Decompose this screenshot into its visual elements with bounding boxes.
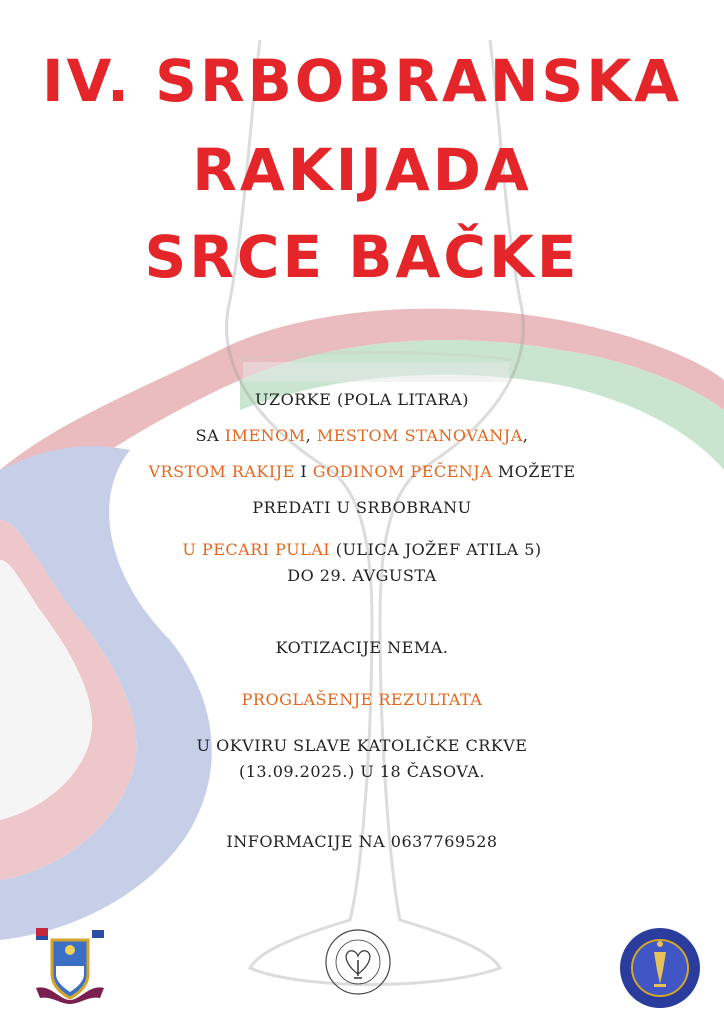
palinka-order-badge-logo	[618, 926, 702, 1010]
coat-of-arms-logo	[30, 926, 110, 1006]
type-highlight: VRSTOM RAKIJE	[148, 462, 295, 481]
with-prefix: SA	[195, 426, 225, 445]
bakery-highlight: U PECARI PULAI	[182, 540, 331, 559]
submit-text: PREDATI U SRBOBRANU	[252, 498, 472, 517]
info-text: INFORMACIJE NA 0637769528	[226, 832, 498, 851]
with-line	[0, 426, 724, 445]
samples-text: UZORKE (POLA LITARA)	[254, 390, 469, 409]
title-line-2: RAKIJADA	[192, 136, 532, 204]
srce-backe-stamp-logo	[322, 926, 394, 998]
comma: ,	[305, 426, 317, 445]
title-line-1: IV. SRBOBRANSKA	[41, 47, 683, 115]
and-text: I	[294, 462, 313, 481]
comma: ,	[522, 426, 529, 445]
fee-text: KOTIZACIJE NEMA.	[275, 638, 449, 657]
location-line	[0, 540, 724, 559]
title-line-3: SRCE BAČKE	[144, 223, 580, 291]
name-highlight: IMENOM	[224, 426, 306, 445]
type-line	[0, 462, 724, 481]
results-heading: PROGLAŠENJE REZULTATA	[241, 690, 483, 709]
date-text: (13.09.2025.) U 18 ČASOVA.	[239, 762, 485, 781]
address-text: (ULICA JOŽEF ATILA 5)	[330, 540, 542, 559]
residence-highlight: MESTOM STANOVANJA	[316, 426, 523, 445]
deadline-text: DO 29. AVGUSTA	[287, 566, 437, 585]
can-text: MOŽETE	[492, 462, 576, 481]
year-highlight: GODINOM PEČENJA	[312, 462, 493, 481]
within-text: U OKVIRU SLAVE KATOLIČKE CRKVE	[196, 736, 528, 755]
